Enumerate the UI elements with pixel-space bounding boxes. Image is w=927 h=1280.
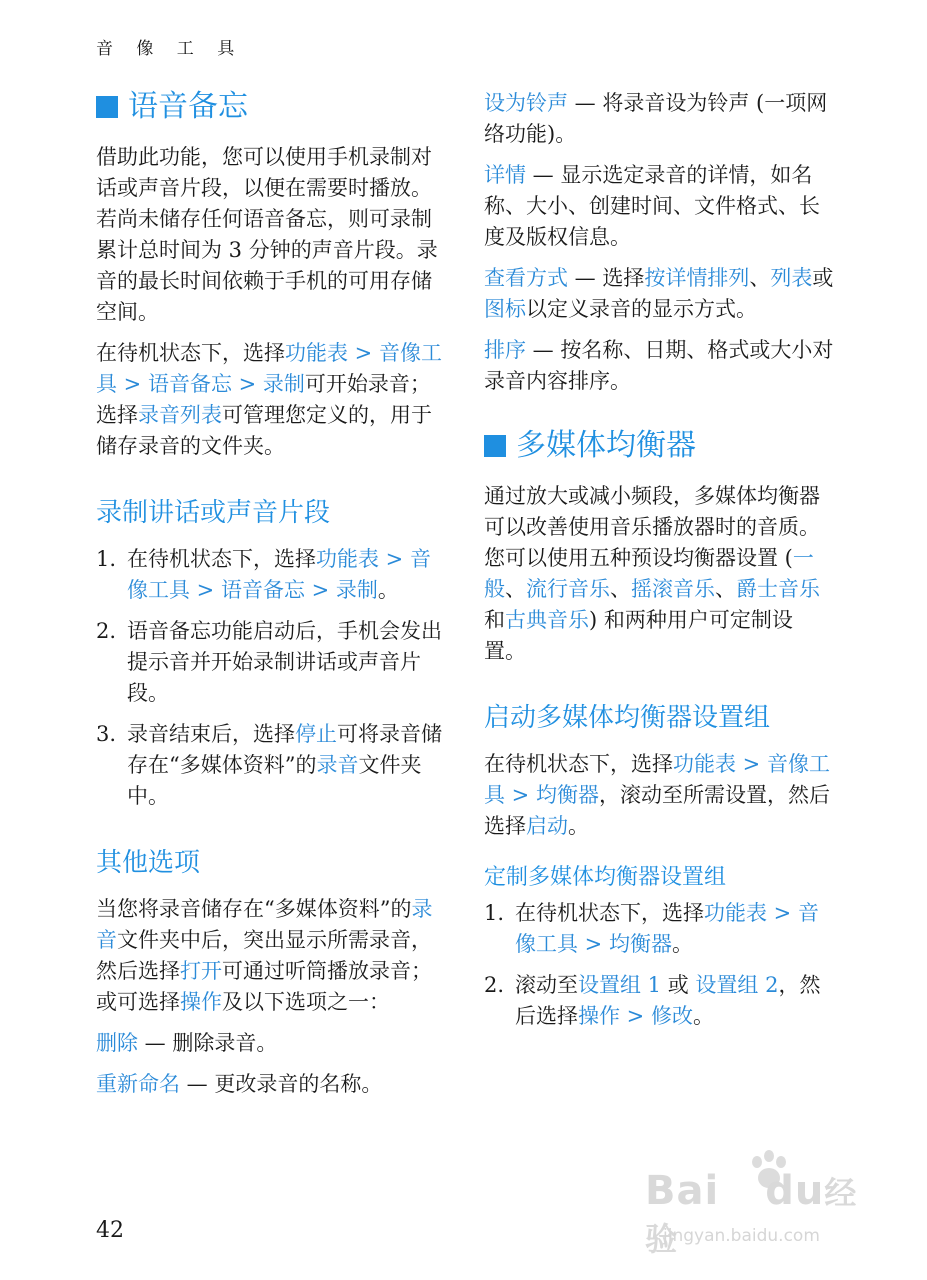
text: 。: [692, 1004, 714, 1028]
menu-link: 图标: [484, 297, 526, 321]
text: ，然后选择: [515, 973, 821, 1028]
subsection-title-activate-eq: 启动多媒体均衡器设置组: [484, 703, 771, 733]
step-number: 2.: [96, 619, 117, 643]
list-item: [96, 719, 446, 812]
text: — 选择: [568, 266, 645, 290]
section-title-text: 语音备忘: [128, 89, 248, 124]
step-number: 3.: [96, 722, 117, 746]
text: 通过放大或减小频段，多媒体均衡器可以改善使用音乐播放器时的音质。您可以使用五种预设均衡器设置 (: [484, 484, 820, 570]
option-label: 排序: [484, 338, 526, 362]
menu-link: 音像工具: [484, 752, 830, 807]
menu-link: 录音列表: [138, 403, 222, 427]
brand-part: 经验: [645, 1174, 858, 1258]
text: 在待机状态下，选择: [96, 341, 285, 365]
text: 或: [661, 973, 696, 997]
baidu-watermark: [645, 1160, 875, 1260]
option-label: 重新命名: [96, 1072, 180, 1096]
list-item: [96, 616, 446, 709]
other-options-text: [96, 894, 446, 1018]
option-desc: — 更改录音的名称。: [180, 1072, 383, 1096]
text: 文件夹中。: [127, 753, 422, 808]
text: 滚动至: [515, 973, 578, 997]
menu-link: 流行音乐: [526, 577, 610, 601]
menu-link: 功能表: [285, 341, 348, 365]
menu-link: 设置组 2: [695, 973, 779, 997]
menu-link: 启动: [526, 814, 568, 838]
menu-link: 列表: [770, 266, 813, 290]
menu-link: 操作: [578, 1004, 620, 1028]
menu-link: 语音备忘: [147, 372, 232, 396]
text: 。: [377, 578, 399, 602]
section-title-text: 多媒体均衡器: [516, 428, 696, 463]
menu-link: 录制: [335, 578, 378, 602]
menu-link: 爵士音乐: [736, 577, 820, 601]
menu-link: 语音备忘: [220, 578, 305, 602]
text: 、: [749, 266, 771, 290]
menu-link: 古典音乐: [505, 608, 589, 632]
menu-link: 操作: [180, 990, 222, 1014]
option-sort: [484, 335, 834, 397]
separator: >: [190, 578, 221, 602]
subsection-title-record: 录制讲话或声音片段: [96, 498, 331, 528]
text: 和: [484, 608, 505, 632]
separator: >: [767, 901, 798, 925]
text: 在待机状态下，选择: [484, 752, 673, 776]
separator: >: [379, 547, 410, 571]
text: 可将录音储存在“多媒体资料”的: [127, 722, 442, 777]
square-bullet-icon: [96, 96, 118, 118]
section-title-voice-memo: [96, 88, 446, 126]
voice-memo-intro: 借助此功能，您可以使用手机录制对话或声音片段，以便在需要时播放。若尚未储存任何语音备忘，则可录制累计总时间为 3 分钟的声音片段。录音的最长时间依赖于手机的可用存储空间。: [96, 145, 438, 324]
menu-link: 均衡器: [535, 783, 599, 807]
activate-eq-text: [484, 749, 834, 842]
subsection-title-custom-eq: 定制多媒体均衡器设置组: [484, 865, 727, 890]
separator: >: [304, 578, 336, 602]
separator: >: [620, 1004, 651, 1028]
menu-link: 音像工具: [127, 547, 431, 602]
menu-link: 按详情排列: [644, 266, 750, 290]
menu-link: 摇滚音乐: [631, 577, 715, 601]
watermark-brand: [645, 1168, 875, 1260]
menu-link: 音像工具: [515, 901, 819, 956]
option-label: 删除: [96, 1031, 138, 1055]
separator: >: [348, 341, 379, 365]
separator: >: [578, 932, 609, 956]
text: 当您将录音储存在“多媒体资料”的: [96, 897, 412, 921]
menu-link: 一般: [484, 546, 814, 601]
text: 可通过听筒播放录音；或可选择: [96, 959, 432, 1014]
text: ) 和两种用户可定制设置。: [484, 608, 793, 663]
option-desc: — 删除录音。: [138, 1031, 278, 1055]
menu-link: 功能表: [316, 547, 379, 571]
option-label: 设为铃声: [484, 91, 568, 115]
step-number: 2.: [484, 973, 505, 997]
text: 在待机状态下，选择: [127, 547, 316, 571]
voice-memo-standby: [96, 338, 446, 462]
text: 、: [610, 577, 631, 601]
watermark-url: jingyan.baidu.com: [663, 1226, 820, 1246]
option-view-mode: [484, 263, 834, 325]
page-number: 42: [96, 1218, 124, 1243]
text: 可管理您定义的，用于储存录音的文件夹。: [96, 403, 432, 458]
menu-link: 功能表: [673, 752, 736, 776]
brand-part: Bai: [645, 1168, 720, 1214]
separator: >: [117, 372, 148, 396]
option-desc: — 将录音设为铃声 (一项网络功能)。: [484, 91, 828, 146]
text: 。: [671, 932, 693, 956]
text: 、: [505, 577, 526, 601]
option-label: 详情: [484, 163, 526, 187]
option-label: 查看方式: [484, 266, 568, 290]
menu-link: 录音: [316, 753, 359, 777]
section-title-equalizer: [484, 427, 834, 465]
option-delete: [96, 1028, 446, 1059]
list-item: [484, 898, 834, 960]
equalizer-intro: [484, 481, 834, 667]
running-header: 音 像 工 具: [96, 39, 244, 59]
text: 或: [812, 266, 834, 290]
menu-link: 设置组 1: [578, 973, 662, 997]
left-column: [96, 88, 446, 1110]
text: 。: [568, 814, 589, 838]
text: 可开始录音；选择: [96, 372, 431, 427]
record-steps: [96, 544, 446, 812]
option-desc: — 显示选定录音的详情，如名称、大小、创建时间、文件格式、长度及版权信息。: [484, 163, 820, 249]
separator: >: [505, 783, 536, 807]
separator: >: [231, 372, 263, 396]
square-bullet-icon: [484, 435, 506, 457]
menu-link: 停止: [295, 722, 337, 746]
option-rename: [96, 1069, 446, 1100]
text: 语音备忘功能启动后，手机会发出提示音并开始录制讲话或声音片段。: [127, 619, 442, 705]
option-set-ringtone: [484, 88, 834, 150]
text: 以定义录音的显示方式。: [526, 297, 757, 321]
menu-link: 修改: [650, 1004, 693, 1028]
text: 文件夹中后，突出显示所需录音，然后选择: [96, 928, 432, 983]
text: 及以下选项之一：: [222, 990, 390, 1014]
step-number: 1.: [96, 547, 117, 571]
menu-link: 音像工具: [96, 341, 442, 396]
custom-eq-steps: [484, 898, 834, 1032]
text: 录音结束后，选择: [127, 722, 295, 746]
brand-part: du: [765, 1168, 825, 1214]
text: 、: [715, 577, 736, 601]
list-item: [96, 544, 446, 606]
separator: >: [736, 752, 767, 776]
menu-link: 功能表: [704, 901, 767, 925]
menu-link: 打开: [180, 959, 222, 983]
text: 在待机状态下，选择: [515, 901, 704, 925]
option-desc: — 按名称、日期、格式或大小对录音内容排序。: [484, 338, 834, 393]
option-details: [484, 160, 834, 253]
text: ，滚动至所需设置，然后选择: [484, 783, 830, 838]
menu-link: 录音: [96, 897, 433, 952]
menu-link: 录制: [262, 372, 305, 396]
subsection-title-other-options: 其他选项: [96, 848, 201, 878]
list-item: [484, 970, 834, 1032]
right-column: [484, 88, 834, 1042]
menu-link: 均衡器: [608, 932, 672, 956]
step-number: 1.: [484, 901, 505, 925]
